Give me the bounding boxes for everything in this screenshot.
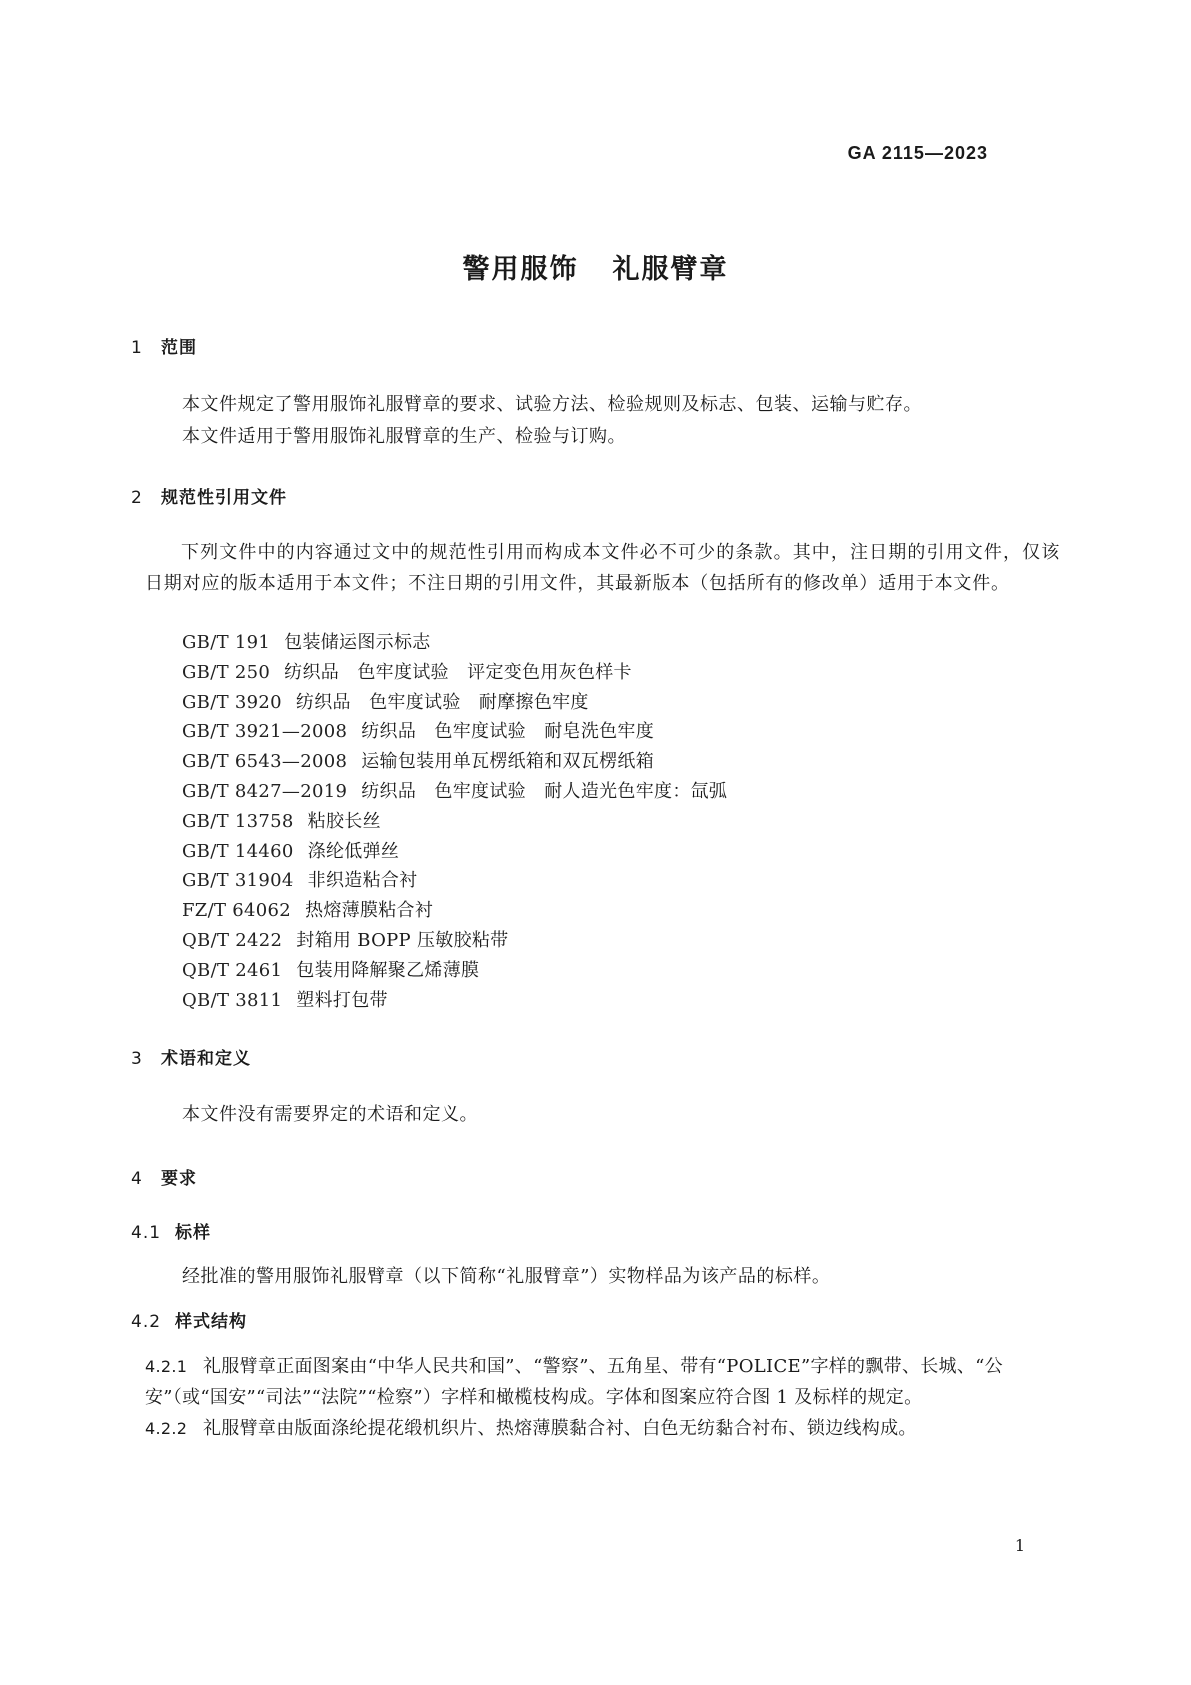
reference-item [182, 896, 433, 922]
reference-code: FZ/T 64062 [182, 900, 292, 921]
clause-4-2-2 [145, 1414, 917, 1440]
section-title: 术语和定义 [161, 1049, 251, 1069]
reference-title: 涤纶低弹丝 [307, 841, 400, 862]
section-3-paragraph: 本文件没有需要界定的术语和定义。 [182, 1104, 478, 1125]
clause-number: 4.2.1 [145, 1357, 188, 1376]
section-title: 要求 [161, 1169, 197, 1189]
reference-title: 包装用降解聚乙烯薄膜 [296, 960, 480, 981]
subsection-4-1-paragraph: 经批准的警用服饰礼服臂章（以下简称“礼服臂章”）实物样品为该产品的标样。 [182, 1266, 831, 1287]
clause-4-2-1 [145, 1352, 1003, 1378]
reference-item [182, 777, 727, 803]
section-1-paragraph-2: 本文件适用于警用服饰礼服臂章的生产、检验与订购。 [182, 426, 626, 447]
subsection-number: 4.2 [131, 1312, 162, 1332]
reference-item [182, 717, 654, 743]
reference-title: 纺织品 色牢度试验 耐人造光色牢度：氙弧 [361, 781, 728, 802]
clause-text-line-1: 礼服臂章正面图案由“中华人民共和国”、“警察”、五角星、带有“POLICE”字样的飘带、长城、“公 [203, 1356, 1003, 1377]
reference-code: QB/T 2422 [182, 930, 283, 951]
reference-title: 纺织品 色牢度试验 耐皂洗色牢度 [361, 721, 655, 742]
subsection-4-2-heading [131, 1307, 247, 1332]
section-number: 4 [131, 1169, 143, 1189]
section-number: 1 [131, 338, 143, 358]
section-title: 范围 [161, 338, 197, 358]
reference-item [182, 866, 417, 892]
standard-code: GA 2115—2023 [847, 143, 988, 163]
reference-code: GB/T 6543—2008 [182, 751, 348, 772]
reference-item [182, 956, 479, 982]
reference-code: GB/T 31904 [182, 870, 294, 891]
reference-item [182, 688, 589, 714]
subsection-title: 标样 [175, 1223, 211, 1243]
section-2-heading [131, 483, 287, 508]
reference-item [182, 986, 388, 1012]
subsection-4-1-heading [131, 1218, 211, 1243]
reference-title: 运输包装用单瓦楞纸箱和双瓦楞纸箱 [361, 751, 655, 772]
section-1-paragraph-1: 本文件规定了警用服饰礼服臂章的要求、试验方法、检验规则及标志、包装、运输与贮存。 [182, 394, 922, 415]
reference-code: QB/T 3811 [182, 990, 283, 1011]
section-3-heading [131, 1044, 251, 1069]
reference-item [182, 658, 632, 684]
reference-title: 纺织品 色牢度试验 评定变色用灰色样卡 [284, 662, 632, 683]
reference-title: 纺织品 色牢度试验 耐摩擦色牢度 [295, 692, 589, 713]
reference-title: 封箱用 BOPP 压敏胶粘带 [296, 930, 509, 951]
subsection-number: 4.1 [131, 1223, 162, 1243]
clause-number: 4.2.2 [145, 1419, 188, 1438]
reference-title: 热熔薄膜粘合衬 [305, 900, 434, 921]
reference-item [182, 747, 654, 773]
reference-title: 粘胶长丝 [307, 811, 381, 832]
reference-title: 塑料打包带 [296, 990, 388, 1011]
section-4-heading [131, 1164, 197, 1189]
section-number: 2 [131, 488, 143, 508]
reference-item [182, 807, 381, 833]
title-part-1: 警用服饰 [462, 254, 579, 285]
section-1-heading [131, 333, 197, 358]
section-number: 3 [131, 1049, 143, 1069]
subsection-title: 样式结构 [175, 1312, 247, 1332]
reference-code: GB/T 250 [182, 662, 271, 683]
document-title [0, 247, 1191, 286]
clause-4-2-1-continued: 安”（或“国安”“司法”“法院”“检察”）字样和橄榄枝构成。字体和图案应符合图 1 及标样的规定。 [145, 1387, 923, 1408]
reference-item [182, 628, 431, 654]
section-2-intro: 下列文件中的内容通过文中的规范性引用而构成本文件必不可少的条款。其中，注日期的引用文件，仅该日期对应的版本适用于本文件；不注日期的引用文件，其最新版本（包括所有的修改单）适用于本文件。 [145, 542, 1060, 594]
reference-title: 包装储运图示标志 [284, 632, 431, 653]
clause-text: 礼服臂章由版面涤纶提花缎机织片、热熔薄膜黏合衬、白色无纺黏合衬布、锁边线构成。 [203, 1418, 917, 1439]
reference-code: QB/T 2461 [182, 960, 283, 981]
reference-code: GB/T 191 [182, 632, 271, 653]
reference-code: GB/T 14460 [182, 841, 294, 862]
reference-code: GB/T 3920 [182, 692, 282, 713]
reference-item [182, 926, 508, 952]
reference-code: GB/T 13758 [182, 811, 294, 832]
reference-title: 非织造粘合衬 [307, 870, 418, 891]
section-title: 规范性引用文件 [161, 488, 287, 508]
reference-code: GB/T 8427—2019 [182, 781, 348, 802]
reference-item [182, 837, 399, 863]
reference-code: GB/T 3921—2008 [182, 721, 348, 742]
title-part-2: 礼服臂章 [612, 254, 729, 285]
page-number: 1 [1014, 1536, 1025, 1555]
